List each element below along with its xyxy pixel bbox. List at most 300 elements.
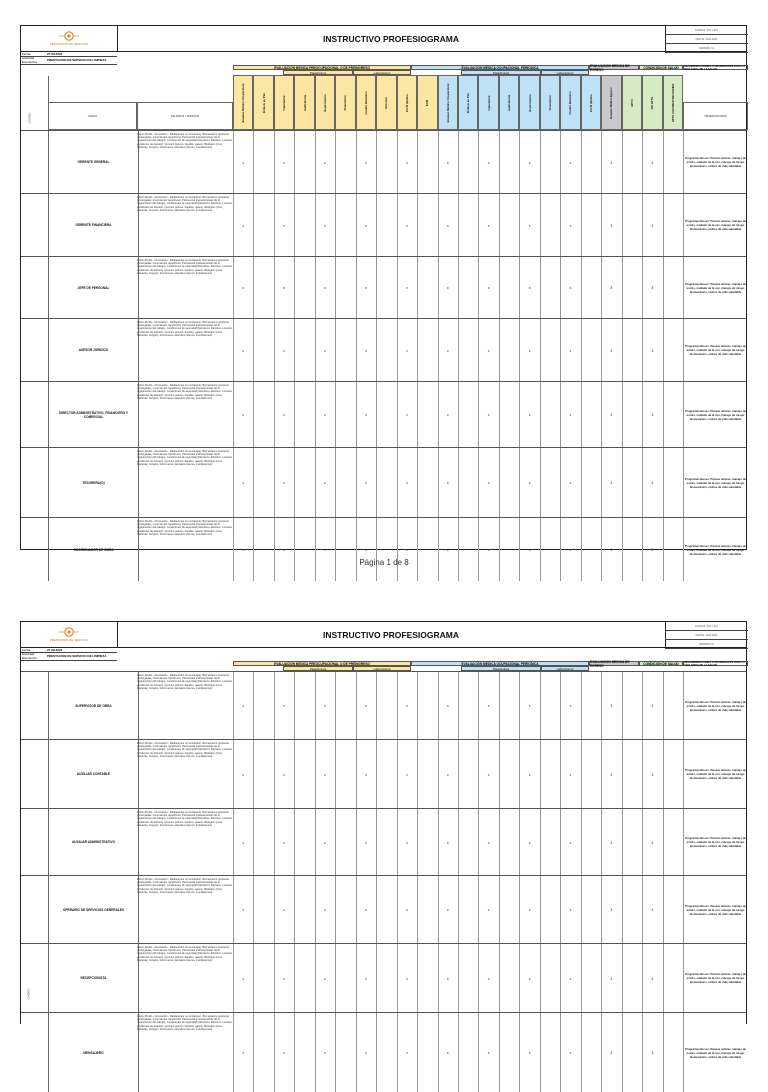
column-header — [622, 75, 642, 130]
table-row — [21, 671, 746, 739]
column-divider — [335, 194, 336, 256]
condition-mark: 3 — [651, 908, 654, 912]
column-divider — [519, 448, 520, 517]
column-divider — [642, 876, 643, 943]
column-header — [499, 75, 519, 130]
observaciones-text: Programas Buses: Pausas activas, manejo de estrés, cuidado de la voz, manejo de riesgo biomecánico, estilos de vida saludable — [685, 156, 746, 168]
column-divider — [356, 448, 357, 517]
column-divider — [274, 1013, 275, 1092]
column-divider — [622, 131, 623, 193]
info-label: Actividad Económica — [22, 56, 37, 64]
header-cargo: CARGO — [48, 102, 137, 130]
column-divider — [540, 194, 541, 256]
condition-mark: 3 — [651, 1051, 654, 1055]
exam-mark: x — [405, 348, 408, 353]
column-divider — [560, 672, 561, 739]
condition-mark: 3 — [610, 348, 613, 353]
column-divider — [601, 876, 602, 943]
column-header-label: Perfil lipídico — [588, 93, 593, 112]
condition-mark: 3 — [651, 548, 654, 552]
column-header-label: Espirometría — [527, 93, 532, 112]
column-divider — [458, 740, 459, 808]
column-divider — [438, 382, 439, 447]
column-divider — [356, 740, 357, 808]
column-divider — [417, 672, 418, 739]
column-divider — [663, 672, 664, 739]
group-condicion: CONDICIÓN DE SALUD — [639, 661, 683, 666]
column-divider — [642, 319, 643, 381]
column-divider — [519, 876, 520, 943]
column-divider — [356, 131, 357, 193]
column-header — [315, 75, 335, 130]
info-value: 27-09-2023 — [47, 647, 63, 652]
column-divider — [274, 809, 275, 875]
column-divider — [397, 1013, 398, 1092]
condition-mark: 3 — [610, 286, 613, 290]
column-divider — [376, 131, 377, 193]
column-divider — [376, 1013, 377, 1092]
column-header — [274, 75, 294, 130]
exam-mark: x — [242, 481, 245, 485]
column-divider — [560, 319, 561, 381]
column-divider — [356, 382, 357, 447]
exam-mark: x — [405, 548, 408, 552]
exam-mark: x — [242, 223, 245, 228]
column-divider — [663, 257, 664, 318]
exam-mark: x — [283, 908, 285, 912]
exam-mark: x — [569, 413, 572, 417]
column-header — [335, 75, 355, 130]
sub-laboratorios-2: Laboratorios — [541, 70, 589, 75]
column-divider — [315, 876, 316, 943]
condition-mark: 3 — [651, 286, 654, 290]
column-divider — [376, 382, 377, 447]
cargo-name: GERENTE GENERAL — [48, 131, 139, 193]
column-divider — [438, 740, 439, 808]
column-divider — [356, 518, 357, 581]
logo-icon — [58, 31, 80, 41]
document-meta — [665, 26, 748, 51]
column-divider — [601, 1013, 602, 1092]
column-divider — [642, 448, 643, 517]
exam-mark: x — [405, 908, 408, 912]
column-divider — [519, 809, 520, 875]
column-divider — [519, 131, 520, 193]
condition-mark: 3 — [610, 548, 613, 552]
company-logo — [21, 26, 118, 51]
table-row — [21, 381, 746, 447]
column-divider — [438, 944, 439, 1012]
column-divider — [274, 518, 275, 581]
column-divider — [253, 319, 254, 381]
column-divider — [601, 518, 602, 581]
column-divider — [540, 319, 541, 381]
column-divider — [253, 382, 254, 447]
column-divider — [519, 257, 520, 318]
exam-mark: x — [365, 160, 367, 165]
exam-mark: x — [365, 286, 367, 290]
column-divider — [335, 740, 336, 808]
exam-mark: x — [324, 840, 326, 845]
column-divider — [478, 382, 479, 447]
column-divider — [458, 131, 459, 193]
peligros-text: Físico (Ruido - iluminación - Radiaciones no ionizantes). Biomecánico (posturas prolongadas, movimientos repetitivos). Psicosocial (características de la organización del trabajo). Condiciones de seguridad (Mecánico, Eléctrico, Locativo, accidentes de tránsito). Químico (polvos, líquidos, gases). Biológico (virus, bacterias, hongos). Fenómenos naturales (sismos, inundaciones). — [137, 321, 233, 337]
column-divider — [417, 194, 418, 256]
peligros-text: Físico (Ruido - iluminación - Radiaciones no ionizantes). Biomecánico (posturas prolongadas, movimientos repetitivos). Psicosocial (características de la organización del trabajo). Condiciones de seguridad (Mecánico, Eléctrico, Locativo, accidentes de tránsito). Químico (polvos, líquidos, gases). Biológico (virus, bacterias, hongos). Fenómenos naturales (sismos, inundaciones). — [137, 946, 233, 962]
exam-mark: x — [405, 413, 408, 417]
column-divider — [253, 1013, 254, 1092]
column-divider — [663, 944, 664, 1012]
exam-mark: x — [242, 348, 245, 353]
column-divider — [397, 448, 398, 517]
exam-mark: x — [242, 413, 245, 417]
cargo-name: TESORERA(O) — [48, 448, 139, 517]
column-divider — [581, 319, 582, 381]
column-divider — [315, 194, 316, 256]
column-divider — [356, 944, 357, 1012]
column-divider — [622, 1013, 623, 1092]
column-divider — [438, 1013, 439, 1092]
sub-laboratorios-2: Laboratorios — [541, 666, 589, 671]
group-periodica: EVALUACION MEDICA OCUPACIONAL PERIODICA — [411, 661, 589, 666]
column-divider — [601, 194, 602, 256]
column-divider — [499, 131, 500, 193]
column-divider — [294, 319, 295, 381]
column-divider — [335, 382, 336, 447]
exam-mark: x — [324, 704, 326, 708]
exam-mark: x — [569, 704, 572, 708]
column-header — [601, 75, 621, 130]
table-row — [21, 808, 746, 875]
column-divider — [478, 518, 479, 581]
exam-mark: x — [528, 223, 531, 228]
column-divider — [642, 518, 643, 581]
exam-mark: x — [569, 548, 572, 552]
column-header-label: Glicemia — [384, 96, 389, 109]
exam-mark: x — [487, 223, 490, 228]
observaciones-text: Programas Buses: Pausas activas, manejo de estrés, cuidado de la voz, manejo de riesgo biomecánico, estilos de vida saludable — [685, 836, 746, 848]
page-header — [21, 26, 746, 52]
exam-mark: x — [528, 772, 531, 777]
exam-mark: x — [446, 223, 449, 228]
column-divider — [417, 448, 418, 517]
cargo-name: COORDINADOR DE OBRA — [48, 518, 139, 581]
column-divider — [458, 1013, 459, 1092]
column-divider — [519, 518, 520, 581]
observaciones-text: Programas Buses: Pausas activas, manejo de estrés, cuidado de la voz, manejo de riesgo biomecánico, estilos de vida saludable — [685, 543, 746, 556]
column-divider — [376, 448, 377, 517]
column-divider — [540, 672, 541, 739]
column-divider — [499, 319, 500, 381]
column-divider — [417, 944, 418, 1012]
column-divider — [233, 672, 234, 739]
company-logo — [21, 622, 118, 647]
column-divider — [458, 876, 459, 943]
exam-mark: x — [446, 348, 449, 353]
column-divider — [397, 319, 398, 381]
column-divider — [642, 672, 643, 739]
column-divider — [478, 740, 479, 808]
column-divider — [397, 382, 398, 447]
column-divider — [622, 382, 623, 447]
group-egreso: EVALUACION MEDICA DE EGRESO — [589, 661, 639, 666]
column-divider — [642, 382, 643, 447]
column-divider — [233, 131, 234, 193]
area-label: CARGO — [26, 988, 31, 1000]
column-divider — [499, 448, 500, 517]
exam-mark: x — [365, 772, 367, 777]
sub-paraclinicos-2: Paraclínicos — [461, 666, 541, 671]
column-divider — [233, 876, 234, 943]
exam-mark: x — [487, 976, 490, 981]
column-divider — [581, 1013, 582, 1092]
exam-mark: x — [569, 348, 572, 353]
observaciones-text: Programas Buses: Pausas activas, manejo de estrés, cuidado de la voz, manejo de riesgo biomecánico, estilos de vida saludable — [685, 903, 746, 916]
table-row — [21, 256, 746, 318]
column-divider — [315, 319, 316, 381]
column-divider — [499, 672, 500, 739]
column-divider — [622, 740, 623, 808]
exam-mark: x — [283, 704, 285, 708]
page-1 — [20, 25, 747, 556]
exam-mark: x — [569, 840, 572, 845]
column-divider — [397, 194, 398, 256]
group-condicion: CONDICIÓN DE SALUD — [639, 65, 683, 70]
column-header-label: Énfasis en Piel — [261, 92, 266, 113]
column-divider — [499, 257, 500, 318]
column-divider — [622, 518, 623, 581]
logo-text: PRESTADOR DE SERVICIO — [49, 42, 89, 46]
meta-version: VERSION: 01 — [665, 44, 748, 53]
column-header — [642, 75, 662, 130]
column-divider — [458, 944, 459, 1012]
column-divider — [663, 518, 664, 581]
column-divider — [233, 194, 234, 256]
cargo-name: AUXILIAR ADMINISTRATIVO — [48, 809, 139, 875]
column-header-label: Examen Médico Ocupacional — [241, 83, 246, 122]
column-divider — [601, 382, 602, 447]
exam-mark: x — [242, 286, 245, 290]
column-divider — [499, 740, 500, 808]
column-header-label: Examen Médico Egreso — [609, 86, 614, 119]
exam-mark: x — [242, 160, 245, 165]
column-divider — [622, 944, 623, 1012]
column-divider — [663, 448, 664, 517]
document-title: INSTRUCTIVO PROFESIOGRAMA — [117, 622, 666, 647]
column-divider — [601, 448, 602, 517]
exam-mark: x — [446, 704, 449, 708]
exam-mark: x — [487, 160, 490, 165]
column-divider — [233, 944, 234, 1012]
exam-mark: x — [446, 840, 449, 845]
column-divider — [663, 740, 664, 808]
exam-mark: x — [487, 772, 490, 777]
column-divider — [560, 944, 561, 1012]
cargo-name: JEFE DE PERSONAL — [48, 257, 139, 318]
column-divider — [458, 809, 459, 875]
column-divider — [397, 944, 398, 1012]
column-divider — [581, 257, 582, 318]
column-divider — [663, 319, 664, 381]
column-divider — [601, 672, 602, 739]
column-divider — [438, 319, 439, 381]
column-divider — [417, 876, 418, 943]
column-divider — [478, 672, 479, 739]
column-divider — [519, 382, 520, 447]
column-divider — [274, 672, 275, 739]
column-divider — [356, 257, 357, 318]
exam-mark: x — [528, 481, 531, 485]
exam-mark: x — [528, 908, 531, 912]
column-divider — [335, 319, 336, 381]
sub-paraclinicos-2: Paraclínicos — [461, 70, 541, 75]
column-divider — [560, 809, 561, 875]
column-divider — [478, 809, 479, 875]
column-divider — [315, 672, 316, 739]
sub-laboratorios-1: Laboratorios — [353, 666, 411, 671]
column-divider — [417, 319, 418, 381]
table-row — [21, 318, 746, 381]
exam-mark: x — [569, 908, 572, 912]
group-recomendaciones: RECOMENDACIONES O INFORMACION PARA LA VIGILANCIA DE LA SALUD — [683, 661, 748, 666]
column-divider — [274, 194, 275, 256]
cargo-name: AUXILIAR CONTABLE — [48, 740, 139, 808]
column-divider — [397, 131, 398, 193]
peligros-text: Físico (Ruido - iluminación - Radiaciones no ionizantes). Biomecánico (posturas prolongadas, movimientos repetitivos). Psicosocial (características de la organización del trabajo). Condiciones de seguridad (Mecánico, Eléctrico, Locativo, accidentes de tránsito). Químico (polvos, líquidos, gases). Biológico (virus, bacterias, hongos). Fenómenos naturales (sismos, inundaciones). — [137, 196, 233, 212]
column-divider — [233, 1013, 234, 1092]
column-divider — [335, 518, 336, 581]
column-header-label: Optometría — [486, 95, 491, 110]
condition-mark: 3 — [651, 704, 654, 708]
column-divider — [438, 448, 439, 517]
column-divider — [601, 944, 602, 1012]
column-divider — [581, 740, 582, 808]
condition-mark: 3 — [651, 481, 654, 485]
column-divider — [356, 1013, 357, 1092]
column-divider — [581, 518, 582, 581]
condition-mark: 3 — [651, 772, 654, 777]
column-divider — [253, 194, 254, 256]
column-divider — [233, 382, 234, 447]
exam-mark: x — [324, 772, 326, 777]
condition-mark: 3 — [610, 840, 613, 845]
column-divider — [438, 257, 439, 318]
column-divider — [438, 672, 439, 739]
info-label: Fecha — [22, 51, 31, 56]
column-divider — [438, 131, 439, 193]
column-divider — [478, 876, 479, 943]
exam-mark: x — [405, 223, 408, 228]
exam-mark: x — [569, 1051, 572, 1055]
peligros-text: Físico (Ruido - iluminación - Radiaciones no ionizantes). Biomecánico (posturas prolongadas, movimientos repetitivos). Psicosocial (características de la organización del trabajo). Condiciones de seguridad (Mecánico, Eléctrico, Locativo, accidentes de tránsito). Químico (polvos, líquidos, gases). Biológico (virus, bacterias, hongos). Fenómenos naturales (sismos, inundaciones). — [137, 259, 233, 275]
exam-mark: x — [365, 840, 367, 845]
exam-mark: x — [365, 348, 367, 353]
exam-mark: x — [487, 1051, 490, 1055]
exam-mark: x — [569, 286, 572, 290]
column-divider — [601, 740, 602, 808]
exam-mark: x — [283, 160, 285, 165]
column-divider — [274, 257, 275, 318]
column-header-label: Visiometría — [343, 94, 348, 111]
column-divider — [540, 1013, 541, 1092]
column-divider — [335, 944, 336, 1012]
exam-mark: x — [283, 413, 285, 417]
column-header — [417, 75, 437, 130]
column-header-label: Cuadro Hemático — [568, 90, 573, 115]
column-divider — [294, 194, 295, 256]
column-divider — [601, 131, 602, 193]
column-header — [540, 75, 560, 130]
exam-mark: x — [283, 348, 285, 353]
column-header-label: APTO CON RESTRICCIONES — [670, 83, 675, 122]
exam-mark: x — [446, 772, 449, 777]
column-divider — [540, 257, 541, 318]
column-divider — [294, 740, 295, 808]
column-divider — [663, 1013, 664, 1092]
exam-mark: x — [528, 413, 531, 417]
condition-mark: 3 — [651, 348, 654, 353]
column-divider — [356, 809, 357, 875]
column-divider — [253, 448, 254, 517]
column-divider — [560, 518, 561, 581]
exam-mark: x — [405, 772, 408, 777]
column-divider — [233, 809, 234, 875]
exam-mark: x — [569, 481, 572, 485]
column-divider — [458, 518, 459, 581]
column-divider — [601, 257, 602, 318]
exam-mark: x — [405, 704, 408, 708]
column-divider — [458, 319, 459, 381]
column-divider — [499, 809, 500, 875]
cargo-name: ASESOR JURIDICO — [48, 319, 139, 381]
exam-mark: x — [324, 160, 326, 165]
column-divider — [315, 1013, 316, 1092]
exam-mark: x — [528, 704, 531, 708]
exam-mark: x — [405, 160, 408, 165]
exam-mark: x — [365, 908, 367, 912]
column-header — [560, 75, 580, 130]
exam-mark: x — [446, 1051, 449, 1055]
observaciones-text: Programas Buses: Pausas activas, manejo de estrés, cuidado de la voz, manejo de riesgo biomecánico, estilos de vida saludable — [685, 972, 746, 984]
column-divider — [540, 944, 541, 1012]
column-divider — [478, 131, 479, 193]
column-divider — [274, 876, 275, 943]
column-divider — [478, 944, 479, 1012]
column-divider — [540, 809, 541, 875]
exam-mark: x — [487, 548, 490, 552]
exam-mark: x — [242, 976, 245, 981]
column-divider — [519, 740, 520, 808]
header-peligros: PELIGROS Y RIESGOS — [137, 102, 233, 130]
exam-mark: x — [365, 1051, 367, 1055]
exam-mark: x — [446, 413, 449, 417]
condition-mark: 3 — [651, 160, 654, 165]
exam-mark: x — [242, 772, 245, 777]
exam-mark: x — [283, 976, 285, 981]
exam-mark: x — [487, 704, 490, 708]
observaciones-text: Programas Buses: Pausas activas, manejo de estrés, cuidado de la voz, manejo de riesgo biomecánico, estilos de vida saludable — [685, 699, 746, 712]
column-divider — [376, 257, 377, 318]
exam-mark: x — [446, 286, 449, 290]
column-divider — [315, 257, 316, 318]
peligros-text: Físico (Ruido - iluminación - Radiaciones no ionizantes). Biomecánico (posturas prolongadas, movimientos repetitivos). Psicosocial (características de la organización del trabajo). Condiciones de seguridad (Mecánico, Eléctrico, Locativo, accidentes de tránsito). Químico (polvos, líquidos, gases). Biológico (virus, bacterias, hongos). Fenómenos naturales (sismos, inundaciones). — [137, 133, 233, 149]
exam-mark: x — [487, 908, 490, 912]
column-divider — [397, 876, 398, 943]
exam-mark: x — [365, 481, 367, 485]
exam-mark: x — [324, 481, 326, 485]
column-divider — [663, 131, 664, 193]
column-divider — [233, 319, 234, 381]
